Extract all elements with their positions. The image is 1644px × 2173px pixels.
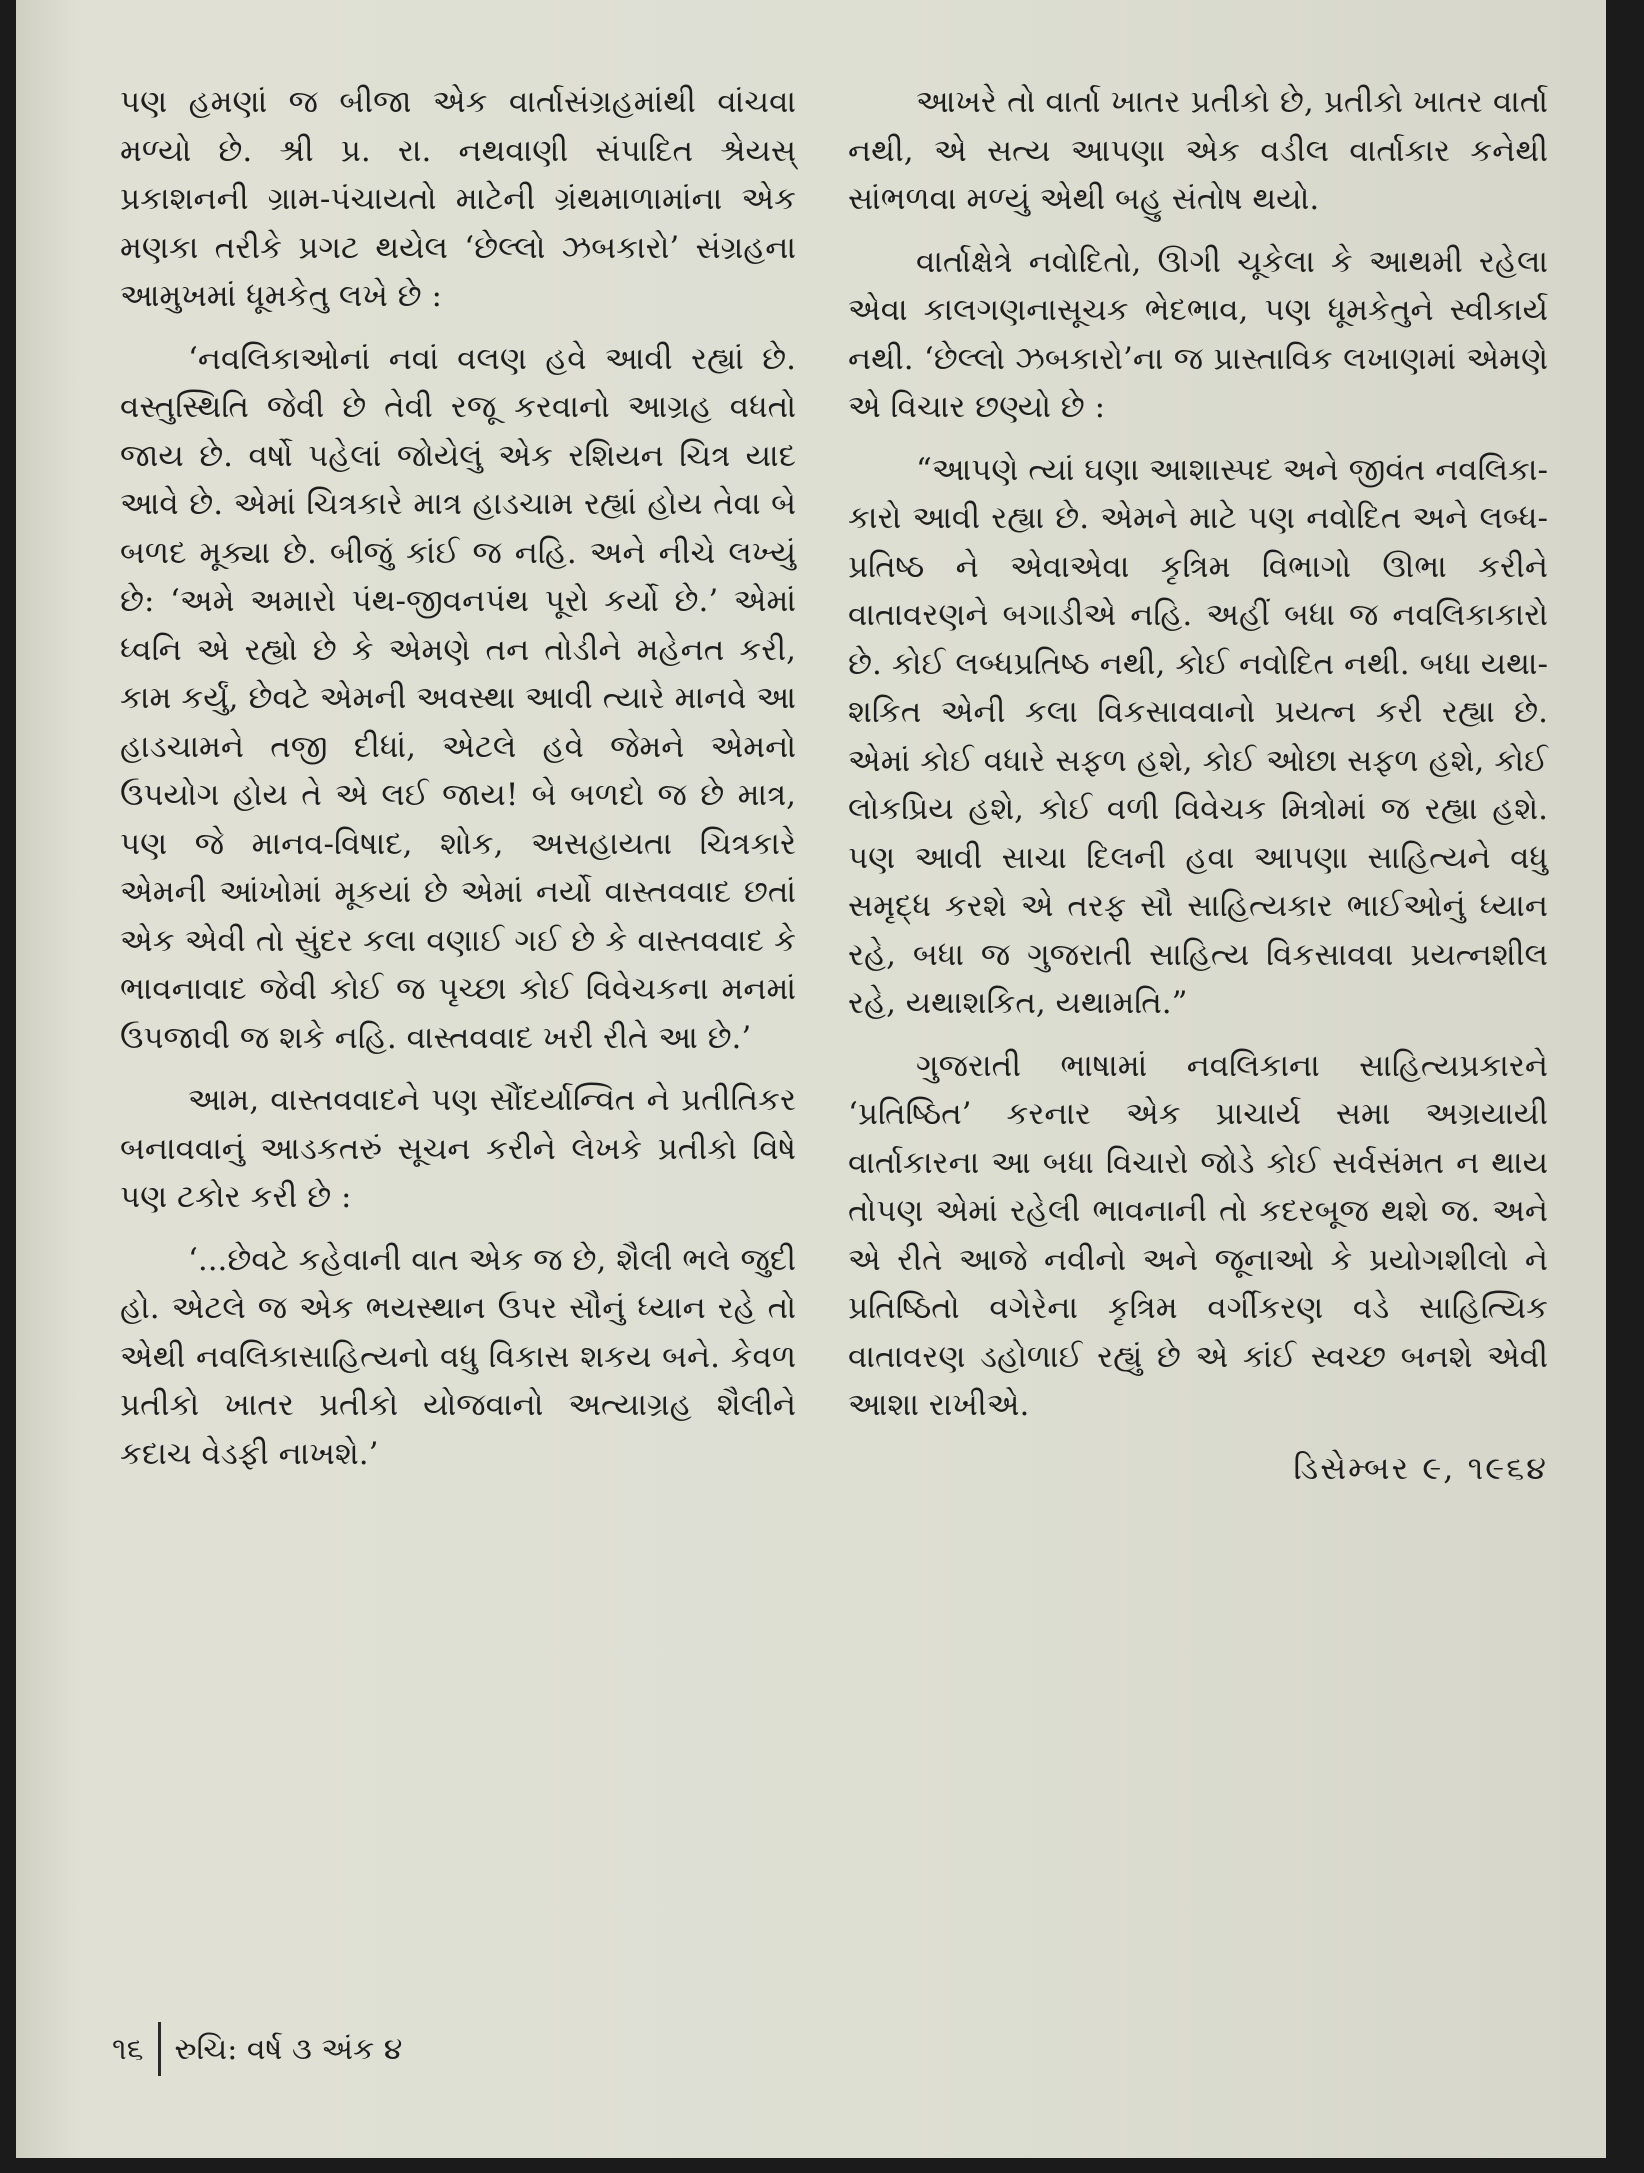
paragraph: ‘...છેવટે કહેવાની વાત એક જ છે, શૈલી ભલે જુદી હો. એટલે જ એક ભયસ્થાન ઉપર સૌનું ધ્યાન રહે તો એથી નવલિકાસાહિત્યનો વધુ વિકાસ શકય બને. કેવળ પ્રતીકો ખાતર પ્રતીકો યોજવાનો અત્યાગ્રહ શૈલીને કદાચ વેડફી નાખશે.’ bbox=[120, 1241, 796, 1472]
paragraph: વાર્તાક્ષેત્રે નવોદિતો, ઊગી ચૂકેલા કે આથમી રહેલા એવા કાલગણનાસૂચક ભેદભાવ, પણ ધૂમકેતુને સ્વીકાર્ય નથી. ‘છેલ્લો ઝબકારો’ના જ પ્રાસ્તાવિક લખાણમાં એમણે એ વિચાર છણ્યો છે : bbox=[848, 243, 1548, 425]
document-page bbox=[16, 0, 1606, 2158]
paragraph: પણ હમણાં જ બીજા એક વાર્તાસંગ્રહમાંથી વાંચવા મળ્યો છે. શ્રી પ્ર. રા. નથવાણી સંપાદિત શ્રેયસ્ પ્રકાશનની ગ્રામ-પંચાયતો માટેની ગ્રંથમાળામાંના એક મણકા તરીકે પ્રગટ થયેલ ‘છેલ્લો ઝબકારો’ સંગ્રહના આમુખમાં ધૂમકેતુ લખે છે : bbox=[120, 84, 796, 314]
paragraph: ‘નવલિકાઓનાં નવાં વલણ હવે આવી રહ્યાં છે. વસ્તુસ્થિતિ જેવી છે તેવી રજૂ કરવાનો આગ્રહ વધતો જાય છે. વર્ષો પહેલાં જોયેલું એક રશિયન ચિત્ર યાદ આવે છે. એમાં ચિત્રકારે માત્ર હાડચામ રહ્યાં હોય તેવા બે બળદ મૂક્યા છે. બીજું કાંઈ જ નહિ. અને નીચે લખ્યું છે: ‘અમે અમારો પંથ-જીવનપંથ પૂરો કર્યો છે.’ એમાં ધ્વનિ એ રહ્યો છે કે એમણે તન તોડીને મહેનત કરી, કામ કર્યું, છેવટે એમની અવસ્થા આવી ત્યારે માનવે આ હાડચામને તજી દીધાં, એટલે હવે જેમને એમનો ઉપયોગ હોય તે એ લઈ જાય! બે બળદો જ છે માત્ર, પણ જે માનવ-વિષાદ, શોક, અસહાયતા ચિત્રકારે એમની આંખોમાં મૂકયાં છે એમાં નર્યો વાસ્તવવાદ છતાં એક એવી તો સુંદર કલા વણાઈ ગઈ છે કે વાસ્તવવાદ કે ભાવનાવાદ જેવી કોઈ જ પૃચ્છા કોઈ વિવેચકના મનમાં ઉપજાવી જ શકે નહિ. વાસ્તવવાદ ખરી રીતે આ છે.’ bbox=[120, 340, 796, 1056]
left-column bbox=[120, 78, 796, 1492]
date-line: ડિસેમ્બર ૯, ૧૯૬૪ bbox=[1293, 1448, 1548, 1487]
footer-divider bbox=[158, 2022, 161, 2076]
page-number: ૧૬ bbox=[112, 2031, 144, 2067]
journal-title: રુચિ: વર્ષ ૩ અંક ૪ bbox=[174, 2031, 403, 2067]
page-footer bbox=[112, 2022, 402, 2076]
paragraph: આખરે તો વાર્તા ખાતર પ્રતીકો છે, પ્રતીકો ખાતર વાર્તા નથી, એ સત્ય આપણા એક વડીલ વાર્તાકાર કનેથી સાંભળવા મળ્યું એથી બહુ સંતોષ થયો. bbox=[848, 84, 1548, 217]
right-column bbox=[848, 78, 1548, 1492]
paragraph: આમ, વાસ્તવવાદને પણ સૌંદર્યાન્વિત ને પ્રતીતિકર બનાવવાનું આડકતરું સૂચન કરીને લેખકે પ્રતીકો વિષે પણ ટકોર કરી છે : bbox=[120, 1082, 796, 1215]
paragraph: “આપણે ત્યાં ઘણા આશાસ્પદ અને જીવંત નવલિકા-કારો આવી રહ્યા છે. એમને માટે પણ નવોદિત અને લબ્ધ-પ્રતિષ્ઠ ને એવાએવા કૃત્રિમ વિભાગો ઊભા કરીને વાતાવરણને બગાડીએ નહિ. અહીં બધા જ નવલિકાકારો છે. કોઈ લબ્ધપ્રતિષ્ઠ નથી, કોઈ નવોદિત નથી. બધા યથા-શકિત એની કલા વિકસાવવાનો પ્રયત્ન કરી રહ્યા છે. એમાં કોઈ વધારે સફળ હશે, કોઈ ઓછા સફળ હશે, કોઈ લોકપ્રિય હશે, કોઈ વળી વિવેચક મિત્રોમાં જ રહ્યા હશે. પણ આવી સાચા દિલની હવા આપણા સાહિત્યને વધુ સમૃદ્ધ કરશે એ તરફ સૌ સાહિત્યકાર ભાઈઓનું ધ્યાન રહે, બધા જ ગુજરાતી સાહિત્ય વિકસાવવા પ્રયત્નશીલ રહે, યથાશકિત, યથામતિ.” bbox=[848, 451, 1548, 1021]
paragraph: ગુજરાતી ભાષામાં નવલિકાના સાહિત્યપ્રકારને ‘પ્રતિષ્ઠિત’ કરનાર એક પ્રાચાર્ય સમા અગ્રયાયી વાર્તાકારના આ બધા વિચારો જોડે કોઈ સર્વસંમત ન થાય તોપણ એમાં રહેલી ભાવનાની તો કદરબૂજ થશે જ. અને એ રીતે આજે નવીનો અને જૂનાઓ કે પ્રયોગશીલો ને પ્રતિષ્ઠિતો વગેરેના કૃત્રિમ વર્ગીકરણ વડે સાહિત્યિક વાતાવરણ ડહોળાઈ રહ્યું છે એ કાંઈ સ્વચ્છ બનશે એવી આશા રાખીએ. bbox=[848, 1047, 1548, 1423]
